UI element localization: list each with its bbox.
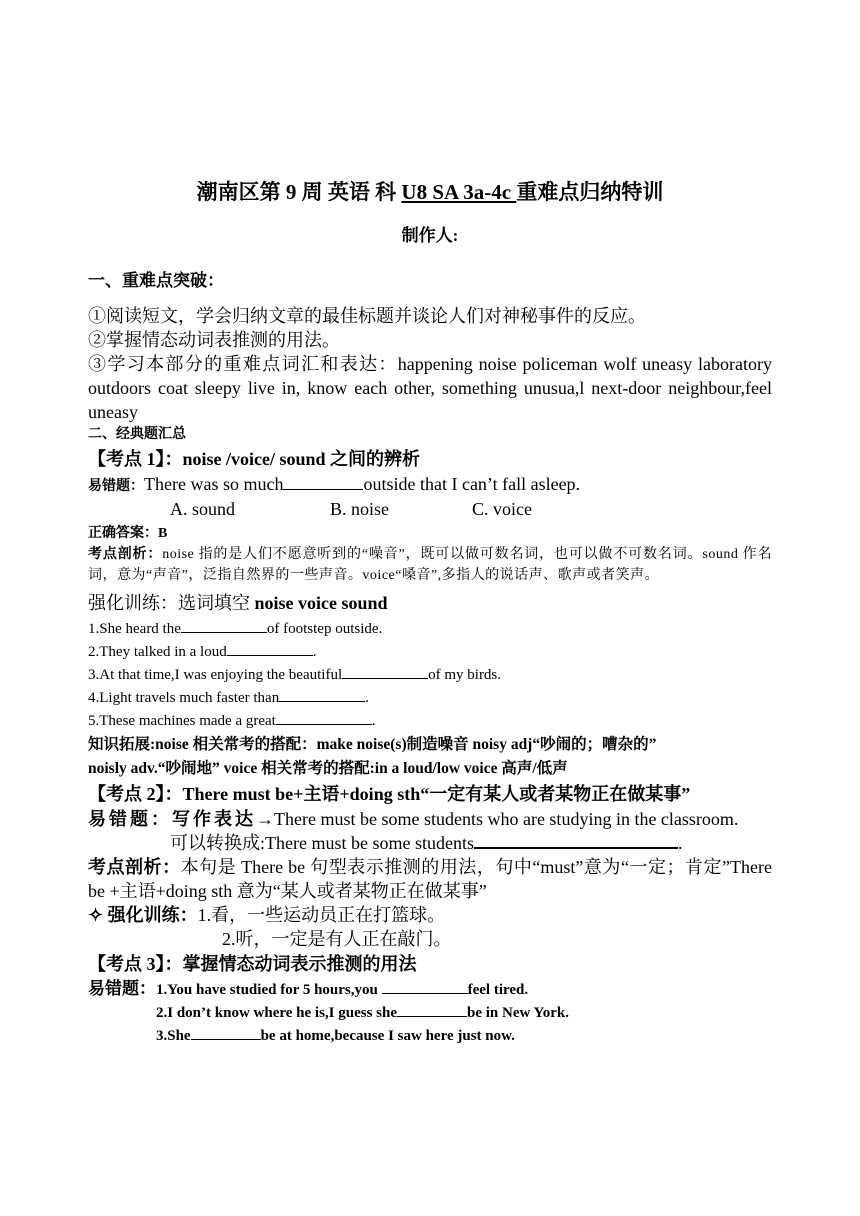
point2-analysis: [88, 855, 772, 903]
exercise-text: 3.At that time,I was enjoying the beautiful: [88, 667, 343, 683]
exercise-text-end: of footstep outside.: [266, 621, 383, 637]
exercise-text-end: of my birds.: [428, 667, 502, 683]
practice-1: 1.看，一些运动员正在打篮球。: [197, 905, 446, 925]
point1-options: [88, 497, 772, 521]
exercise-blank[interactable]: [276, 708, 372, 725]
page-title: [88, 172, 772, 212]
option-a: A. sound: [170, 499, 236, 519]
point3-q2: [88, 1000, 772, 1023]
point2-title: 【考点 2】：There must be+主语+doing sth“一定有某人或者某物正在做某事”: [88, 784, 691, 804]
title-unit: U8 SA 3a-4c: [401, 180, 517, 204]
q2-text-end: be in New York.: [467, 1005, 569, 1021]
exercise-blank[interactable]: [279, 685, 365, 702]
analysis-label: 考点剖析：: [88, 857, 181, 877]
q1-blank[interactable]: [382, 977, 468, 994]
analysis-text: 本句是 There be 句型表示推测的用法，句中“must”意为“一定；肯定”There be +主语+doing sth 意为“某人或者某物正在做某事”: [88, 857, 773, 901]
point1-question: [88, 472, 772, 497]
section1-heading: 一、重难点突破：: [88, 271, 224, 290]
convert-blank[interactable]: [474, 831, 678, 849]
q2-text: 2.I don’t know where he is,I guess she: [156, 1005, 398, 1021]
extension-line-2: noisly adv.“吵闹地” voice 相关常考的搭配:in a loud/low voice 高声/低声: [88, 760, 568, 777]
point3-q3: [88, 1023, 772, 1046]
exercise-item: [88, 662, 772, 685]
exercise-blank[interactable]: [342, 662, 428, 679]
q3-text: 3.She: [156, 1028, 191, 1044]
q1-text: 1.You have studied for 5 hours,you: [156, 982, 382, 998]
point1-analysis: [88, 544, 772, 586]
title-suffix: 重难点归纳特训: [516, 180, 664, 204]
point2-error: [88, 807, 772, 831]
error-label: 易错题：写作表达: [88, 809, 256, 829]
objective-2: ②掌握情态动词表推测的用法。: [88, 330, 340, 350]
point1-practice: [88, 590, 772, 616]
answer-blank[interactable]: [283, 473, 363, 490]
error-label: 易错题：: [88, 479, 144, 494]
exercise-text: 4.Light travels much faster than: [88, 690, 280, 706]
document-page: [88, 172, 772, 1046]
point3-title: 【考点 3】：掌握情态动词表示推测的用法: [88, 954, 417, 974]
practice-words: noise voice sound: [254, 593, 388, 613]
exercise-item: [88, 708, 772, 731]
section2-heading: 二、经典题汇总: [88, 427, 186, 442]
objective-3: ③学习本部分的重难点词汇和表达：happening noise policeman wolf uneasy laboratory outdoors coat sleepy live in, know each other, something unusua,l next-door neighbour,feel uneasy: [88, 354, 772, 422]
q3-text-end: be at home,because I saw here just now.: [260, 1028, 515, 1044]
point3-q1: [88, 977, 772, 1000]
analysis-label: 考点剖析：: [88, 547, 163, 562]
answer-value: B: [158, 526, 168, 541]
exercise-text: 2.They talked in a loud: [88, 644, 227, 660]
analysis-text: noise 指的是人们不愿意听到的“噪音”，既可以做可数名词，也可以做不可数名词。sound 作名词，意为“声音”，泛指自然界的一些声音。voice“嗓音”,多指人的说话声、歌声或者笑声。: [88, 547, 772, 583]
q1-text-end: feel tired.: [467, 982, 529, 998]
title-prefix: 潮南区第 9 周 英语 科: [196, 180, 402, 204]
point1-title: 【考点 1】：noise /voice/ sound 之间的辨析: [88, 449, 421, 469]
point2-convert: 可以转换成:There must be some students .: [170, 833, 683, 853]
q2-blank[interactable]: [397, 1000, 467, 1017]
exercise-item: [88, 616, 772, 639]
option-c: C. voice: [472, 499, 532, 519]
error-text: →There must be some students who are studying in the classroom.: [256, 809, 739, 829]
exercise-blank[interactable]: [181, 616, 267, 633]
exercise-item: [88, 685, 772, 708]
question-text: There was so much: [144, 474, 284, 494]
objective-1: ①阅读短文，学会归纳文章的最佳标题并谈论人们对神秘事件的反应。: [88, 306, 646, 326]
option-b: B. noise: [330, 499, 390, 519]
question-text-end: outside that I can’t fall asleep.: [363, 474, 581, 494]
exercise-text-end: .: [371, 713, 376, 729]
exercise-item: [88, 639, 772, 662]
exercise-text: 5.These machines made a great: [88, 713, 276, 729]
practice-label: 强化训练：选词填空: [88, 593, 255, 613]
point2-practice-2: 2.听，一定是有人正在敲门。: [222, 929, 452, 949]
extension-line-1: 知识拓展:noise 相关常考的搭配：make noise(s)制造噪音 noisy adj“吵闹的；嘈杂的”: [88, 736, 657, 753]
point2-practice: [88, 903, 772, 927]
convert-text: 可以转换成:There must be some students: [170, 833, 474, 853]
q3-blank[interactable]: [191, 1023, 261, 1040]
practice-label: ✧ 强化训练：: [88, 905, 198, 925]
exercise-blank[interactable]: [227, 639, 313, 656]
exercise-text: 1.She heard the: [88, 621, 181, 637]
point1-answer: [88, 523, 772, 544]
exercise-text-end: .: [312, 644, 317, 660]
error-label: 易错题：: [88, 979, 156, 998]
answer-label: 正确答案：: [88, 526, 158, 541]
exercise-text-end: .: [365, 690, 369, 706]
maker-line: 制作人:: [401, 226, 459, 245]
